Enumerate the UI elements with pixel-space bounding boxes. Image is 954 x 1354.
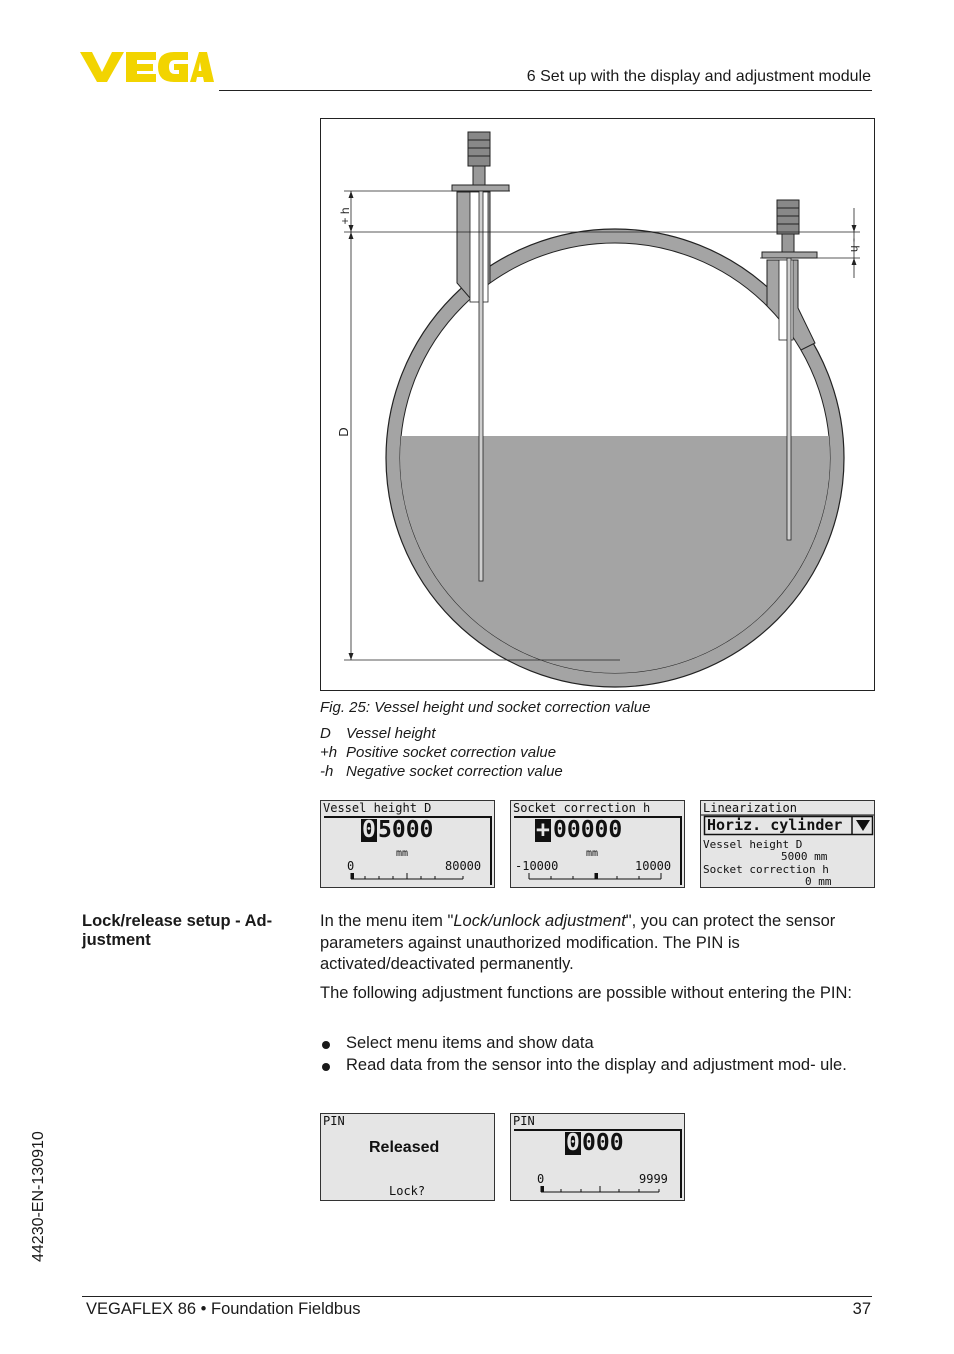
- lcd-title: Vessel height D: [323, 801, 432, 815]
- paragraph-text: In the menu item ": [320, 912, 454, 930]
- lcd-pin-released: [320, 1113, 495, 1201]
- label-minus-h: - h: [848, 237, 862, 253]
- lcd-vessel-height: [320, 800, 495, 888]
- lcd-max: 10000: [635, 859, 672, 873]
- bullet-icon: [322, 1041, 330, 1049]
- label-D: D: [336, 427, 351, 437]
- lcd-line1-value: 5000 mm: [781, 850, 828, 863]
- legend-item-d: [320, 725, 436, 742]
- lcd-title: PIN: [513, 1114, 535, 1128]
- lcd-title: Socket correction h: [513, 801, 651, 815]
- paragraph-text: ", you can protect the sensor parameters against unauthorized modification. The PIN is activated/deactivated permanently.: [320, 912, 836, 973]
- legend-text: Positive socket correction value: [346, 744, 557, 761]
- paragraph-lock-release: [320, 911, 872, 976]
- footer-product: VEGAFLEX 86 • Foundation Fieldbus: [86, 1300, 361, 1318]
- lcd-line2-value: 0 mm: [805, 875, 832, 888]
- lcd-min: 0: [347, 859, 355, 873]
- figure-caption: Fig. 25: Vessel height und socket correction value: [320, 699, 651, 716]
- lcd-status: Released: [369, 1139, 440, 1156]
- lcd-cursor-digit: 0: [566, 1130, 580, 1156]
- bullet-item: [320, 1055, 872, 1077]
- page-number: 37: [852, 1300, 871, 1318]
- legend-text: Vessel height: [346, 725, 436, 742]
- lcd-pin-entry: [510, 1113, 685, 1201]
- dropdown-arrow-icon: [856, 820, 870, 831]
- lcd-linearization: [700, 800, 875, 888]
- lcd-value: 000: [582, 1130, 624, 1156]
- lcd-line2-label: Socket correction h: [703, 863, 829, 876]
- lcd-unit: mm: [396, 848, 409, 859]
- lcd-value: 00000: [553, 817, 623, 843]
- lcd-max: 9999: [639, 1172, 668, 1186]
- lcd-min: 0: [537, 1172, 545, 1186]
- lcd-socket-correction: [510, 800, 685, 888]
- bullet-item: [320, 1033, 872, 1055]
- legend-item-plus-h: [320, 744, 556, 761]
- paragraph-functions: The following adjustment functions are possible without entering the PIN:: [320, 984, 852, 1002]
- legend-item-minus-h: [320, 763, 563, 780]
- legend-text: Negative socket correction value: [346, 763, 563, 780]
- lcd-cursor-digit: 0: [362, 817, 376, 843]
- lcd-action: Lock?: [389, 1184, 426, 1198]
- legend-symbol: D: [320, 725, 331, 742]
- bullet-icon: [322, 1063, 330, 1071]
- lcd-unit: mm: [586, 848, 599, 859]
- legend-symbol: +h: [320, 744, 338, 761]
- lcd-title: PIN: [323, 1114, 345, 1128]
- side-heading: Lock/release setup - Ad- justment: [82, 912, 273, 949]
- vessel-diagram: [320, 118, 875, 691]
- lcd-value: 5000: [378, 817, 434, 843]
- lcd-max: 80000: [445, 859, 482, 873]
- lcd-min: -10000: [515, 859, 559, 873]
- menu-item-reference: Lock/unlock adjustment: [453, 912, 626, 930]
- document-number: 44230-EN-130910: [30, 1131, 47, 1262]
- lcd-line1-label: Vessel height D: [703, 838, 803, 851]
- lcd-cursor-digit: +: [536, 817, 550, 843]
- bullet-text: Select menu items and show data: [346, 1034, 594, 1052]
- lcd-frame: [511, 1114, 685, 1201]
- section-title: 6 Set up with the display and adjustment module: [526, 68, 871, 85]
- bullet-text: Read data from the sensor into the display and adjustment mod- ule.: [346, 1056, 847, 1074]
- legend-symbol: -h: [320, 763, 334, 780]
- vega-logo: [80, 50, 214, 84]
- label-plus-h: + h: [338, 207, 352, 225]
- lcd-title: Linearization: [703, 801, 797, 815]
- lcd-selected-value: Horiz. cylinder: [707, 816, 843, 834]
- footer-rule: [82, 1296, 872, 1297]
- header-rule: [219, 90, 872, 91]
